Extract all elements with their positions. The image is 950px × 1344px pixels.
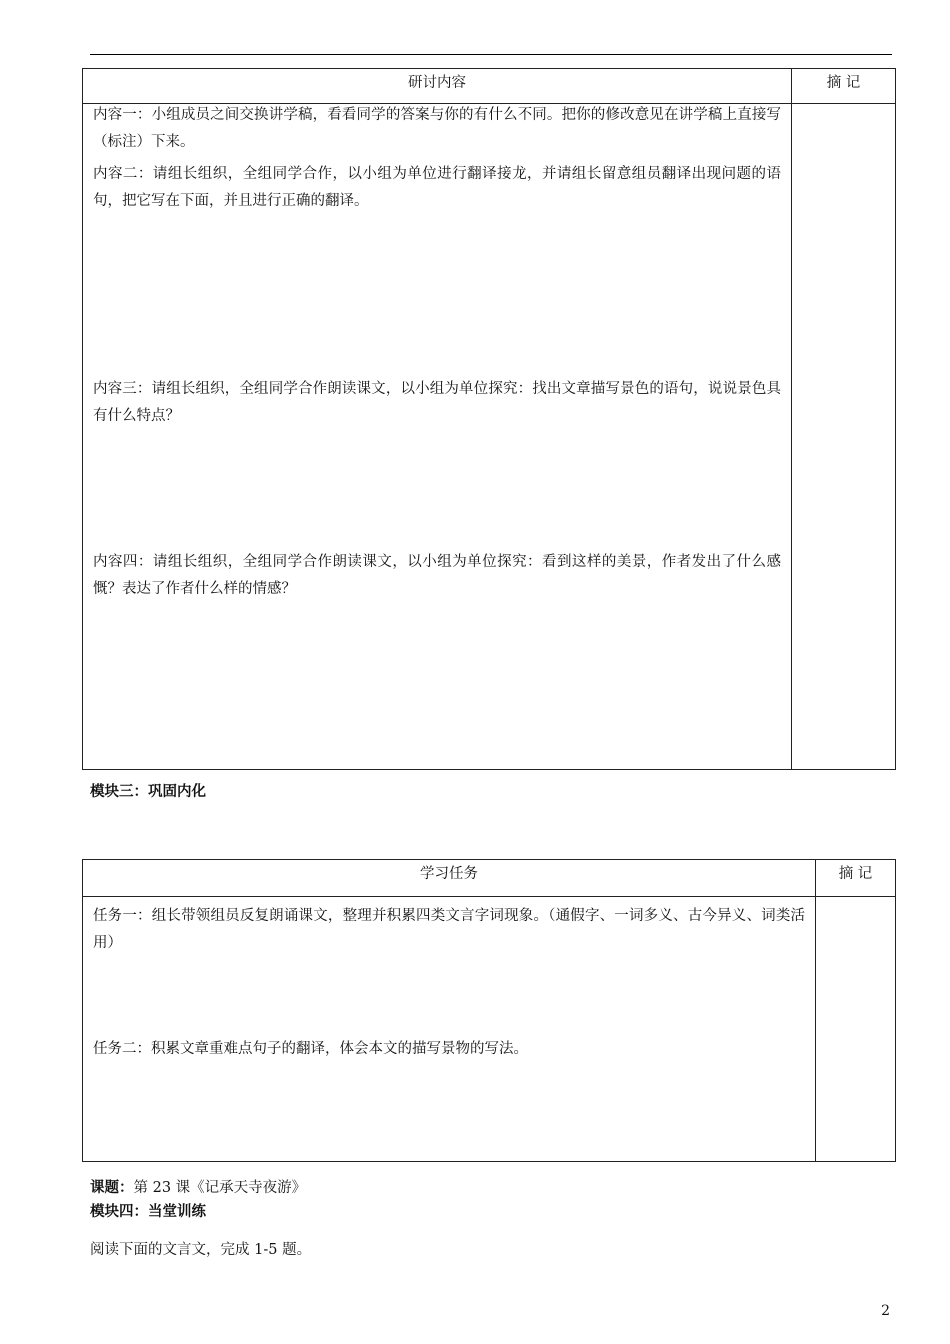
discussion-header-cell xyxy=(83,69,792,104)
page-number: 2 xyxy=(881,1303,890,1319)
discussion-body-cell xyxy=(83,104,792,770)
task-item-1: 任务一：组长带领组员反复朗诵课文，整理并积累四类文言字词现象。（通假字、一词多义、古今异义、词类活用） xyxy=(93,908,805,951)
task-header-cell xyxy=(83,860,816,897)
task-notes-header-cell xyxy=(816,860,896,897)
task-body-cell xyxy=(83,897,816,1162)
task-notes-body-cell xyxy=(816,897,896,1162)
reading-instruction: 阅读下面的文言文，完成 1-5 题。 xyxy=(90,1242,312,1258)
module4-title: 模块四：当堂训练 xyxy=(90,1204,206,1220)
task-item-2: 任务二：积累文章重难点句子的翻译，体会本文的描写景物的写法。 xyxy=(93,1041,528,1057)
lesson-line xyxy=(90,1176,306,1197)
notes-header-cell xyxy=(792,69,896,104)
lesson-label: 课题： xyxy=(90,1180,134,1196)
discussion-item-2: 内容二：请组长组织，全组同学合作，以小组为单位进行翻译接龙，并请组长留意组员翻译出现问题的语句，把它写在下面，并且进行正确的翻译。 xyxy=(93,166,781,209)
notes-body-cell xyxy=(792,104,896,770)
discussion-header-label: 研讨内容 xyxy=(408,75,466,91)
header-rule xyxy=(90,54,892,55)
task-header-label: 学习任务 xyxy=(420,866,478,882)
discussion-item-3: 内容三：请组长组织，全组同学合作朗读课文，以小组为单位探究：找出文章描写景色的语句，说说景色具有什么特点？ xyxy=(93,381,781,424)
module3-title: 模块三：巩固内化 xyxy=(90,784,206,800)
task-notes-header-label: 摘 记 xyxy=(838,866,873,882)
discussion-table xyxy=(82,68,896,770)
lesson-title: 第 23 课《记承天寺夜游》 xyxy=(133,1180,307,1196)
notes-header-label: 摘 记 xyxy=(826,75,861,91)
task-table xyxy=(82,859,896,1162)
discussion-item-4: 内容四：请组长组织，全组同学合作朗读课文，以小组为单位探究：看到这样的美景，作者发出了什么感慨？表达了作者什么样的情感？ xyxy=(93,554,781,597)
discussion-item-1: 内容一：小组成员之间交换讲学稿，看看同学的答案与你的有什么不同。把你的修改意见在讲学稿上直接写（标注）下来。 xyxy=(93,107,781,150)
